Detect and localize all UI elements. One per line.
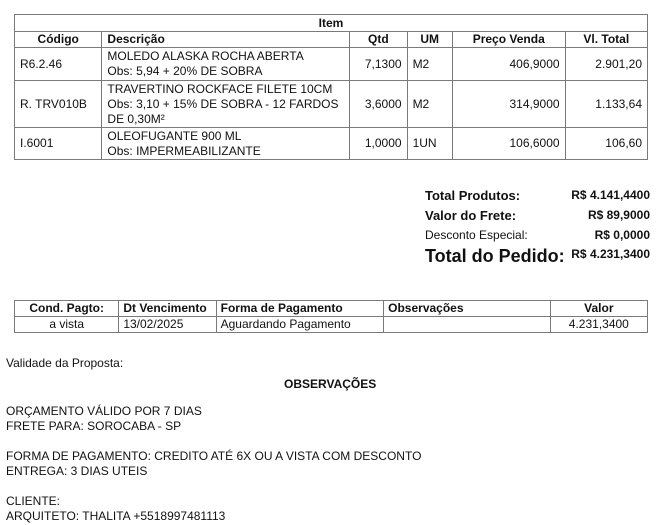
table-row xyxy=(15,317,648,333)
cell-codigo: R. TRV010B xyxy=(15,81,102,128)
cell-vl-total: 106,60 xyxy=(565,128,647,160)
cell-observacoes xyxy=(384,317,551,333)
valor-frete-row xyxy=(424,206,650,226)
cell-vl-total: 1.133,64 xyxy=(565,81,647,128)
cell-cond-pagto: a vista xyxy=(15,317,119,333)
cell-preco-venda: 406,9000 xyxy=(452,48,565,81)
table-row xyxy=(15,128,648,160)
cell-dt-vencimento: 13/02/2025 xyxy=(119,317,216,333)
notes-section xyxy=(6,356,646,524)
note-line: CLIENTE: xyxy=(6,494,61,508)
totals-summary xyxy=(424,186,650,272)
observacoes-heading: OBSERVAÇÕES xyxy=(284,377,377,391)
cell-descricao xyxy=(102,48,350,81)
item-description: TRAVERTINO ROCKFACE FILETE 10CM xyxy=(107,81,333,96)
cell-vl-total: 2.901,20 xyxy=(565,48,647,81)
cell-codigo: R6.2.46 xyxy=(15,48,102,81)
header-observacoes: Observações xyxy=(384,301,551,317)
cell-qtd: 7,1300 xyxy=(350,48,407,81)
valor-frete-value: R$ 89,9000 xyxy=(587,208,650,222)
note-line: ARQUITETO: THALITA +5518997481113 xyxy=(6,509,226,523)
cell-um: M2 xyxy=(407,81,452,128)
items-table-header xyxy=(15,32,648,48)
table-row xyxy=(15,81,648,128)
header-valor: Valor xyxy=(550,301,647,317)
cell-qtd: 1,0000 xyxy=(350,128,407,160)
cell-qtd: 3,6000 xyxy=(350,81,407,128)
cell-um: 1UN xyxy=(407,128,452,160)
header-vl-total: Vl. Total xyxy=(565,32,647,48)
desconto-especial-value: R$ 0,0000 xyxy=(594,228,650,242)
cell-preco-venda: 106,6000 xyxy=(452,128,565,160)
item-obs: Obs: 3,10 + 15% DE SOBRA - 12 FARDOS DE 0,30M² xyxy=(107,96,339,126)
cell-descricao xyxy=(102,128,350,160)
cell-um: M2 xyxy=(407,48,452,81)
item-description: OLEOFUGANTE 900 ML xyxy=(107,128,242,143)
item-obs: Obs: IMPERMEABILIZANTE xyxy=(107,143,261,158)
payment-table xyxy=(14,300,648,333)
payment-table-header xyxy=(15,301,648,317)
note-line: FRETE PARA: SOROCABA - SP xyxy=(6,419,182,433)
header-codigo: Código xyxy=(15,32,102,48)
items-table xyxy=(14,14,648,160)
valor-frete-label: Valor do Frete: xyxy=(425,208,517,223)
header-um: UM xyxy=(407,32,452,48)
table-row xyxy=(15,48,648,81)
desconto-especial-label: Desconto Especial: xyxy=(425,228,528,242)
note-line: ORÇAMENTO VÁLIDO POR 7 DIAS xyxy=(6,404,202,418)
cell-preco-venda: 314,9000 xyxy=(452,81,565,128)
total-pedido-value: R$ 4.231,3400 xyxy=(571,247,650,261)
header-preco-venda: Preço Venda xyxy=(452,32,565,48)
total-pedido-row xyxy=(424,246,650,272)
cell-codigo: I.6001 xyxy=(15,128,102,160)
cell-valor: 4.231,3400 xyxy=(550,317,647,333)
validade-label: Validade da Proposta: xyxy=(6,356,124,370)
cell-descricao xyxy=(102,81,350,128)
header-qtd: Qtd xyxy=(350,32,407,48)
item-description: MOLEDO ALASKA ROCHA ABERTA xyxy=(107,49,304,63)
header-cond-pagto: Cond. Pagto: xyxy=(15,301,119,317)
note-line: ENTREGA: 3 DIAS UTEIS xyxy=(6,464,148,478)
header-descricao: Descrição xyxy=(102,32,350,48)
total-produtos-row xyxy=(424,186,650,206)
note-line: FORMA DE PAGAMENTO: CREDITO ATÉ 6X OU A VISTA COM DESCONTO xyxy=(6,449,422,463)
item-obs: Obs: 5,94 + 20% DE SOBRA xyxy=(107,64,263,78)
header-forma-pagamento: Forma de Pagamento xyxy=(216,301,384,317)
total-pedido-label: Total do Pedido: xyxy=(425,246,565,266)
cell-forma-pagamento: Aguardando Pagamento xyxy=(216,317,384,333)
items-table-title: Item xyxy=(15,15,648,32)
total-produtos-value: R$ 4.141,4400 xyxy=(571,188,650,202)
desconto-especial-row xyxy=(424,226,650,246)
total-produtos-label: Total Produtos: xyxy=(425,188,521,203)
header-dt-vencimento: Dt Vencimento xyxy=(119,301,216,317)
